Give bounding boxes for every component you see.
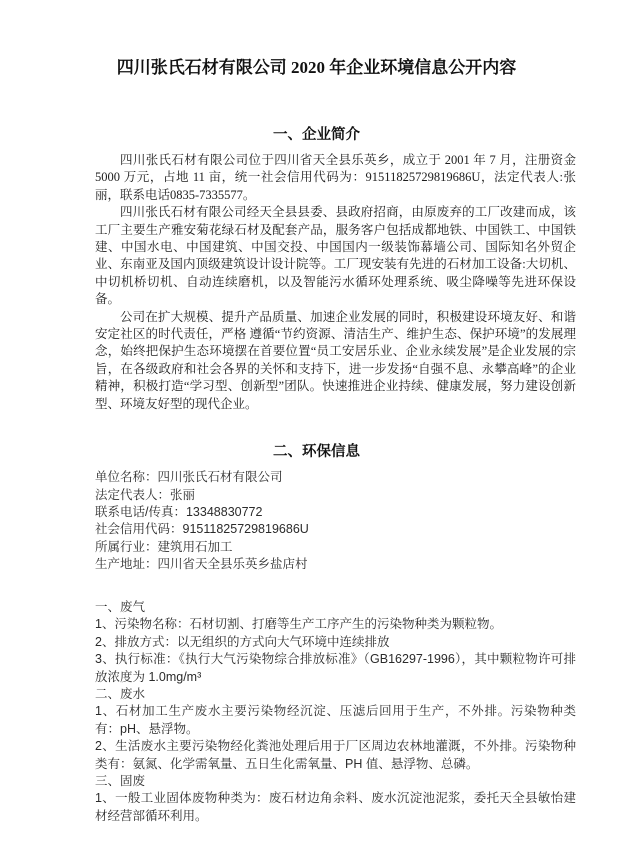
waste-gas-item-standard: 3、执行标准：《执行大气污染物综合排放标准》（GB16297-1996），其中颗粒物许可排放浓度为 1.0mg/m³ — [95, 652, 576, 684]
blank-line — [0, 574, 633, 591]
info-field-unit-name — [95, 469, 576, 486]
subsection-title-waste-gas: 一、废气 — [95, 599, 146, 614]
info-field-label: 社会信用代码： — [95, 522, 183, 537]
waste-water-item-domestic: 2、生活废水主要污染物经化粪池处理后用于厂区周边农林地灌溉，不外排。污染物种类有：氨氮、化学需氧量、五日生化需氧量、PH 值、悬浮物、总磷。 — [95, 739, 576, 771]
info-field-production-address — [95, 556, 576, 573]
subsection-title-waste-water: 二、废水 — [95, 686, 146, 701]
company-intro-section — [0, 152, 633, 413]
info-field-value: 四川张氏石材有限公司 — [157, 470, 283, 485]
info-field-value: 张丽 — [170, 487, 196, 502]
waste-water-item-production: 1、石材加工生产废水主要污染物经沉淀、压滤后回用于生产，不外排。污染物种类有：pH、悬浮物。 — [95, 704, 576, 736]
info-field-label: 所属行业： — [95, 539, 158, 554]
solid-waste-item-general: 1、一般工业固体废物种类为：废石材边角余料、废水沉淀池泥浆，委托天全县敏怡建材经营部循环利用。 — [95, 791, 576, 823]
document-title: 四川张氏石材有限公司 2020 年企业环境信息公开内容 — [116, 58, 517, 77]
waste-gas-item-pollutant-name: 1、污染物名称：石材切割、打磨等生产工序产生的污染物种类为颗粒物。 — [95, 617, 502, 632]
info-field-phone-fax — [95, 504, 576, 521]
waste-gas-item-discharge-method: 2、排放方式：以无组织的方式向大气环境中连续排放 — [95, 634, 390, 649]
info-field-credit-code — [95, 521, 576, 538]
section1-heading: 一、企业简介 — [273, 127, 360, 143]
info-field-value: 四川省天全县乐英乡盐店村 — [157, 557, 308, 572]
company-info-list — [0, 469, 633, 573]
section2-heading: 二、环保信息 — [273, 444, 360, 461]
info-field-label: 联系电话/传真： — [95, 504, 186, 519]
subsection-title-solid-waste: 三、固废 — [95, 773, 146, 788]
info-field-value: 建筑用石加工 — [157, 539, 233, 554]
info-field-industry — [95, 539, 576, 556]
info-field-value: 91511825729819686U — [182, 522, 309, 537]
paragraph-company-overview: 四川张氏石材有限公司位于四川省天全县乐英乡，成立于 2001 年 7 月，注册资金 5000 万元，占地 11 亩，统一社会信用代码为：91511825729819686U，法定代表人:张丽，联系电话0835-7335577。 — [95, 153, 576, 202]
paragraph-company-philosophy: 公司在扩大规模、提升产品质量、加速企业发展的同时，积极建设环境友好、和谐安定社区的时代责任，严格 遵循“节约资源、清洁生产、维护生态、保护环境”的发展理念，始终把保护生态环境摆在首要位置“员工安居乐业、企业永续发展”是企业发展的宗旨，在各级政府和社会各界的关怀和支持下，进一步发扬“自强不息、永攀高峰”的企业精神，积极打造“学习型、创新型”团队。快速推进企业持续、健康发展，努力建设创新型、环境友好型的现代企业。 — [95, 309, 576, 411]
info-field-label: 单位名称： — [95, 470, 158, 485]
info-field-value: 13348830772 — [185, 504, 263, 519]
info-field-legal-representative — [95, 487, 576, 504]
environment-details — [0, 599, 633, 825]
info-field-label: 生产地址： — [95, 557, 158, 572]
paragraph-company-business: 四川张氏石材有限公司经天全县县委、县政府招商，由原废弃的工厂改建而成，该工厂主要生产雅安菊花绿石材及配套产品，服务客户包括成都地铁、中国铁工、中国铁建、中国水电、中国建筑、中国交投、中国国内一级装饰幕墙公司、国际知名外贸企业、东南亚及国内顶级建筑设计设计院等。工厂现安装有先进的石材加工设备:大切机、中切机桥切机、自动连续磨机，以及智能污水循环处理系统、吸尘降噪等先进环保设备。 — [95, 205, 576, 307]
info-field-label: 法定代表人： — [95, 487, 171, 502]
